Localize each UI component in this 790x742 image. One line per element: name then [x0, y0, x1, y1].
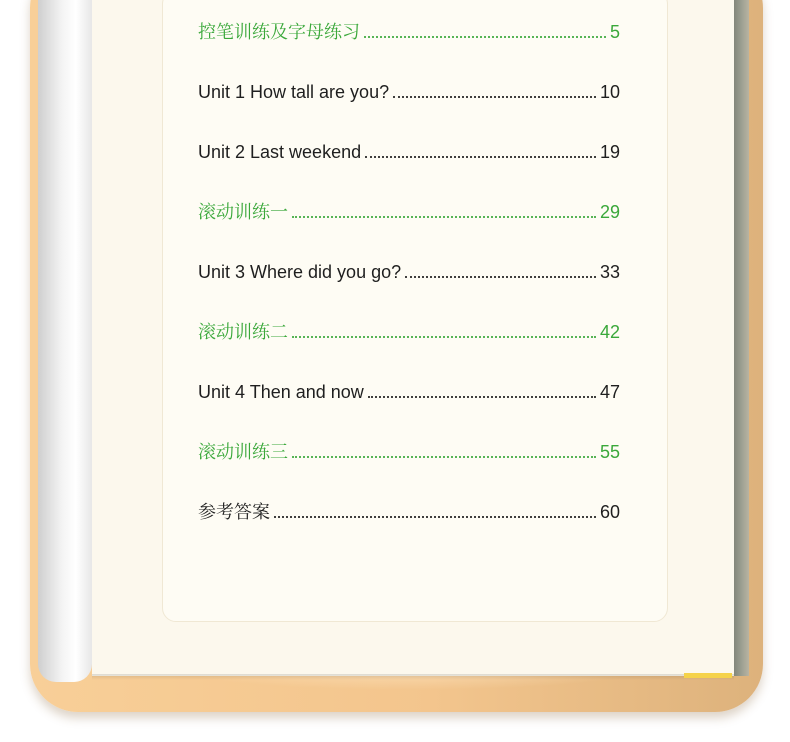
toc-item[interactable] [198, 433, 620, 463]
toc-item-title: Unit 4 Then and now [198, 382, 364, 402]
toc-item[interactable] [198, 193, 620, 223]
toc-item-page: 42 [599, 322, 620, 342]
toc-dot-leader [292, 456, 596, 458]
toc-item-page: 10 [599, 82, 620, 102]
toc-item-title: Unit 1 How tall are you? [198, 82, 390, 102]
toc-item-title: Unit 2 Last weekend [198, 142, 362, 162]
toc-item-title: 滚动训练二 [198, 322, 288, 342]
toc-item[interactable] [198, 313, 620, 343]
toc-item[interactable] [198, 493, 620, 523]
page-bottom-shadow [92, 674, 734, 680]
toc-item-page: 55 [599, 442, 620, 462]
toc-item-title: 滚动训练三 [198, 442, 288, 462]
toc-dot-leader [368, 396, 596, 398]
toc-item[interactable] [198, 13, 620, 43]
page-edges [733, 0, 749, 676]
toc-item-page: 29 [599, 202, 620, 222]
book-spine [38, 0, 92, 682]
toc-item[interactable] [198, 253, 620, 283]
toc-dot-leader [405, 276, 596, 278]
toc-item-page: 60 [599, 502, 620, 522]
toc-item-title: 控笔训练及字母练习 [198, 22, 360, 42]
toc-dot-leader [393, 96, 596, 98]
toc-item[interactable] [198, 373, 620, 403]
toc-dot-leader [364, 36, 606, 38]
toc-item-title: Unit 3 Where did you go? [198, 262, 402, 282]
toc-dot-leader [292, 336, 596, 338]
toc-dot-leader [365, 156, 596, 158]
toc-item-title: 参考答案 [198, 502, 270, 522]
toc-item-page: 33 [599, 262, 620, 282]
toc-item[interactable] [198, 133, 620, 163]
toc-item-page: 5 [609, 22, 620, 42]
bookmark-tab [684, 673, 732, 678]
toc-item-title: 滚动训练一 [198, 202, 288, 222]
toc-dot-leader [292, 216, 596, 218]
toc-item-page: 19 [599, 142, 620, 162]
toc-item[interactable] [198, 73, 620, 103]
toc-dot-leader [274, 516, 596, 518]
toc-item-page: 47 [599, 382, 620, 402]
